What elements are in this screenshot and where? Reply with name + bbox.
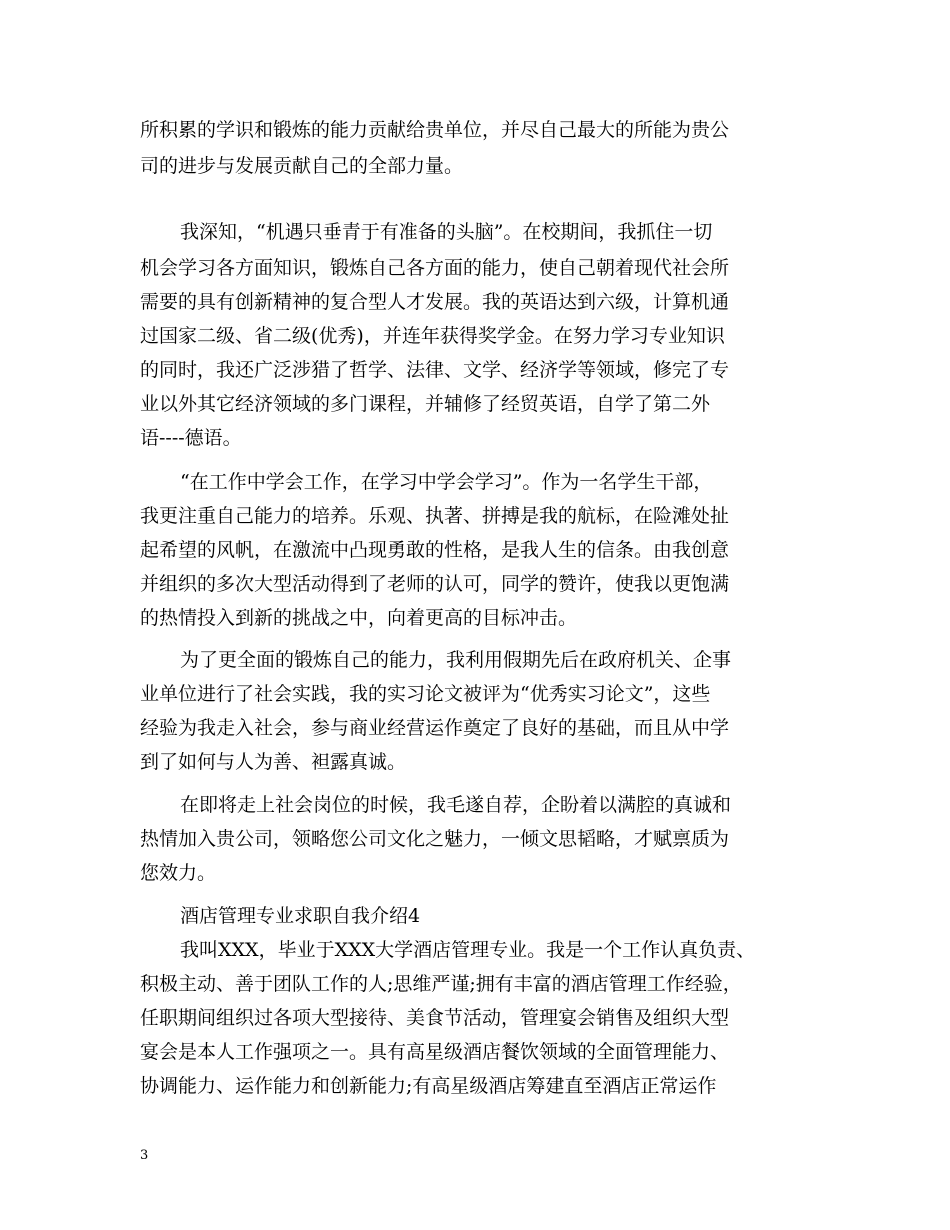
text-line-15: 为了更全面的锻炼自己的能力，我利用假期先后在政府机关、企事 <box>180 649 732 671</box>
text-line-1: 所积累的学识和锻炼的能力贡献给贵单位，并尽自己最大的所能为贵公 <box>140 119 730 141</box>
text-line-5: 需要的具有创新精神的复合型人才发展。我的英语达到六级，计算机通 <box>140 291 730 313</box>
text-line-4: 机会学习各方面知识，锻炼自己各方面的能力，使自己朝着现代社会所 <box>140 257 730 279</box>
text-line-27: 协调能力、运作能力和创新能力;有高星级酒店筹建直至酒店正常运作 <box>140 1075 717 1097</box>
text-line-8: 业以外其它经济领域的多门课程，并辅修了经贸英语，自学了第二外 <box>140 393 711 415</box>
text-line-18: 到了如何与人为善、袒露真诚。 <box>140 751 407 773</box>
text-line-26: 宴会是本人工作强项之一。具有高星级酒店餐饮领域的全面管理能力、 <box>140 1041 730 1063</box>
text-line-7: 的同时，我还广泛涉猎了哲学、法律、文学、经济学等领域，修完了专 <box>140 359 730 381</box>
text-line-10: “在工作中学会工作，在学习中学会学习”。作为一名学生干部， <box>180 471 713 493</box>
text-line-11: 我更注重自己能力的培养。乐观、执著、拼搏是我的航标，在险滩处扯 <box>140 505 730 527</box>
text-line-19: 在即将走上社会岗位的时候，我毛遂自荐，企盼着以满腔的真诚和 <box>180 794 732 816</box>
text-line-14: 的热情投入到新的挑战之中，向着更高的目标冲击。 <box>140 607 578 629</box>
text-line-16: 业单位进行了社会实践，我的实习论文被评为“优秀实习论文”，这些 <box>140 683 711 705</box>
text-line-23: 我叫XXX，毕业于XXX大学酒店管理专业。我是一个工作认真负责、 <box>180 939 756 961</box>
text-line-2: 司的进步与发展贡献自己的全部力量。 <box>140 155 464 177</box>
page-number: 3 <box>140 1148 149 1163</box>
text-line-3: 我深知，“机遇只垂青于有准备的头脑”。在校期间，我抓住一切 <box>180 221 713 243</box>
text-line-12: 起希望的风帆，在激流中凸现勇敢的性格，是我人生的信条。由我创意 <box>140 539 730 561</box>
text-line-24: 积极主动、善于团队工作的人;思维严谨;拥有丰富的酒店管理工作经验， <box>140 973 742 995</box>
text-line-17: 经验为我走入社会，参与商业经营运作奠定了良好的基础，而且从中学 <box>140 717 730 739</box>
text-line-21: 您效力。 <box>140 862 217 884</box>
text-line-6: 过国家二级、省二级(优秀)，并连年获得奖学金。在努力学习专业知识 <box>140 325 725 347</box>
text-line-25: 任职期间组织过各项大型接待、美食节活动，管理宴会销售及组织大型 <box>140 1007 730 1029</box>
text-line-9: 语----德语。 <box>140 427 242 449</box>
text-line-13: 并组织的多次大型活动得到了老师的认可，同学的赞许，使我以更饱满 <box>140 573 730 595</box>
text-line-20: 热情加入贵公司，领略您公司文化之魅力，一倾文思韬略，才赋禀质为 <box>140 828 730 850</box>
section-heading: 酒店管理专业求职自我介绍4 <box>180 905 421 927</box>
